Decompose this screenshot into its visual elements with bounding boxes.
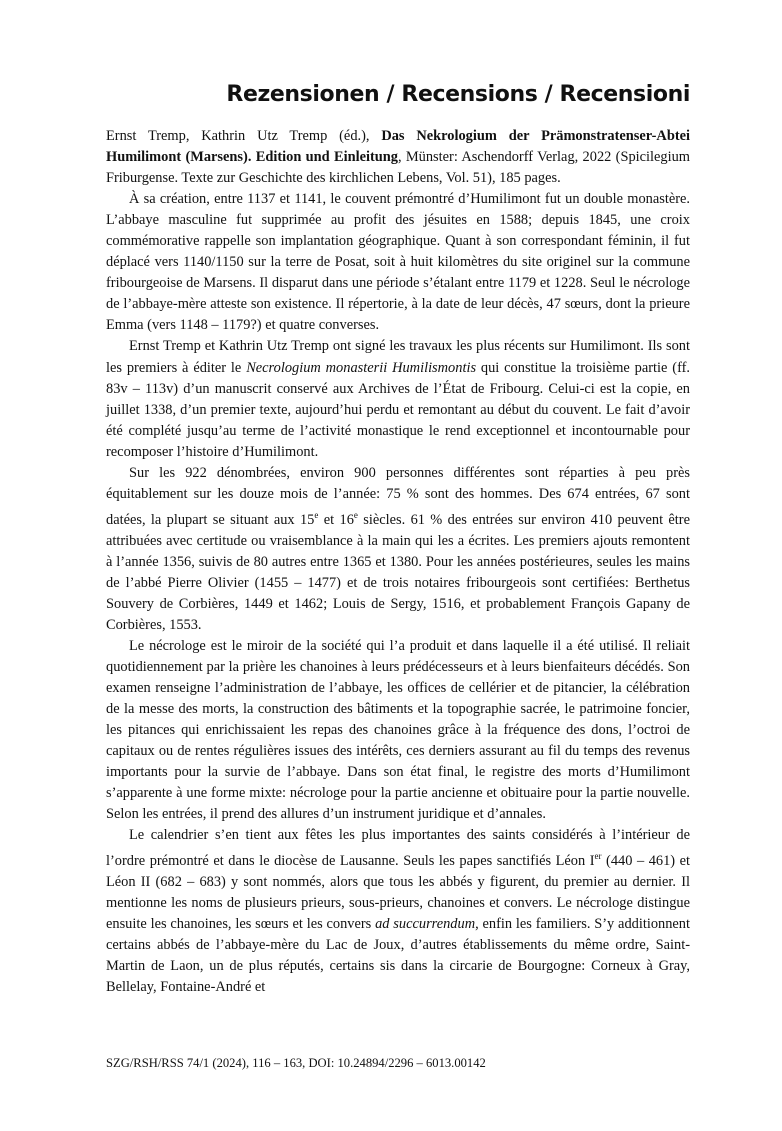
bibliographic-reference bbox=[106, 126, 690, 189]
review-body bbox=[106, 126, 690, 999]
section-heading: Rezensionen / Recensions / Recensioni bbox=[226, 82, 690, 107]
reference-title: Das Nekrologium der Prämonstratenser-Abtei Humilimont (Marsens). Edition und Einleitung bbox=[106, 128, 690, 166]
manuscript-title: Necrologium monasterii Humilismontis bbox=[246, 359, 477, 376]
paragraph-1: À sa création, entre 1137 et 1141, le couvent prémontré d’Humilimont fut un double monastère. L’abbaye masculine fut supprimée au profit des jésuites en 1588; depuis 1845, une croix commémorative rappelle son implantation géographique. Quant à son correspondant féminin, il fut déplacé vers 1140/1150 sur la terre de Posat, soit à huit kilomètres du site originel sur la commune fribourgeoise de Marsens. Il disparut dans une période s’étalant entre 1179 et 1228. Seul le nécrologe de l’abbaye-mère atteste son existence. Il répertorie, à la date de leur décès, 47 sœurs, dont la prieure Emma (vers 1148 – 1179?) et quatre converses. bbox=[106, 191, 690, 334]
paragraph-5: Le calendrier s’en tient aux fêtes les plus importantes des saints considérés à l’intérieur de l’ordre prémontré et dans le diocèse de Lausanne. Seuls les papes sanctifiés Léon Ier (440 – 461) et Léon II (682 – 683) y sont nommés, alors que tous les abbés y figurent, du premier au dernier. Il mentionne les noms de plusieurs prieurs, sous-prieurs, chanoines et convers. Le nécrologe distingue ensuite les chanoines, les sœurs et les convers ad succurrendum, enfin les familiers. S’y additionnent certains abbés de l’abbaye-mère du Lac de Joux, d’autres établissements du même ordre, Saint-Martin de Laon, un de plus réputés, certains sis dans la circarie de Bourgogne: Corneux à Gray, Bellelay, Fontaine-André et bbox=[106, 827, 691, 996]
ordinal-sup: e bbox=[353, 509, 358, 520]
latin-term: ad succurrendum bbox=[375, 916, 476, 933]
ordinal-sup: er bbox=[594, 851, 602, 862]
paragraph-4: Le nécrologe est le miroir de la société qui l’a produit et dans laquelle il a été utilisé. Il reliait quotidiennement par la prière les chanoines à leurs prédécesseurs et à leurs bienfaiteurs décédés. Son examen renseigne l’administration de l’abbaye, les offices de cellérier et de pitancier, la célébration de la messe des morts, la construction des bâtiments et la topographie sacrée, le patrimoine foncier, les pitances qui enrichissaient les repas des chanoines grâce à la fréquence des dons, l’octroi de capitaux ou de rentes régulières issues des intérêts, ces derniers assurant au fil du temps des revenus importants pour la survie de l’abbaye. Dans son état final, le registre des morts d’Humilimont s’apparente à une forme mixte: nécrologe pour la partie ancienne et obituaire pour la partie nouvelle. Selon les entrées, il prend des allures d’un instrument juridique et d’annales. bbox=[106, 637, 690, 823]
paragraph-3: Sur les 922 dénombrées, environ 900 personnes différentes sont réparties à peu près équitablement sur les douze mois de l’année: 75 % sont des hommes. Des 674 entrées, 67 sont datées, la plupart se situant aux 15e et 16e siècles. 61 % des entrées sur environ 410 peuvent être attribuées avec certitude ou vraisemblance à la main qui les a écrites. Les premiers ajouts remontent à l’année 1356, suivis de 80 autres entre 1365 et 1380. Pour les années postérieures, seules les mains de l’abbé Pierre Olivier (1455 – 1477) et de trois notaires fribourgeois sont certifiées: Berthetus Souvery de Corbières, 1449 et 1462; Louis de Sergy, 1516, et probablement François Gapany de Corbières, 1553. bbox=[106, 464, 690, 633]
paragraph-2: Ernst Tremp et Kathrin Utz Tremp ont signé les travaux les plus récents sur Humilimont. Ils sont les premiers à éditer le Necrologium monasterii Humilismontis qui constitue la troisième partie (ff. 83v – 113v) d’un manuscrit conservé aux Archives de l’État de Fribourg. Celui-ci est la copie, en juillet 1338, d’un premier texte, aujourd’hui perdu et remontant au début du couvent. Le fait d’avoir été complété jusqu’au terme de l’activité monastique le rend exceptionnel et incontournable pour recomposer l’histoire d’Humilimont. bbox=[106, 338, 690, 460]
reference-publication: , Münster: Aschendorff Verlag, 2022 (Spicilegium Friburgense. Texte zur Geschichte des kirchlichen Lebens, Vol. 51), 185 pages. bbox=[106, 149, 690, 187]
reference-authors: Ernst Tremp, Kathrin Utz Tremp (éd.), bbox=[106, 128, 382, 144]
page-footer-citation: SZG/RSH/RSS 74/1 (2024), 116 – 163, DOI: 10.24894/2296 – 6013.00142 bbox=[106, 1056, 486, 1070]
ordinal-sup: e bbox=[314, 509, 319, 520]
